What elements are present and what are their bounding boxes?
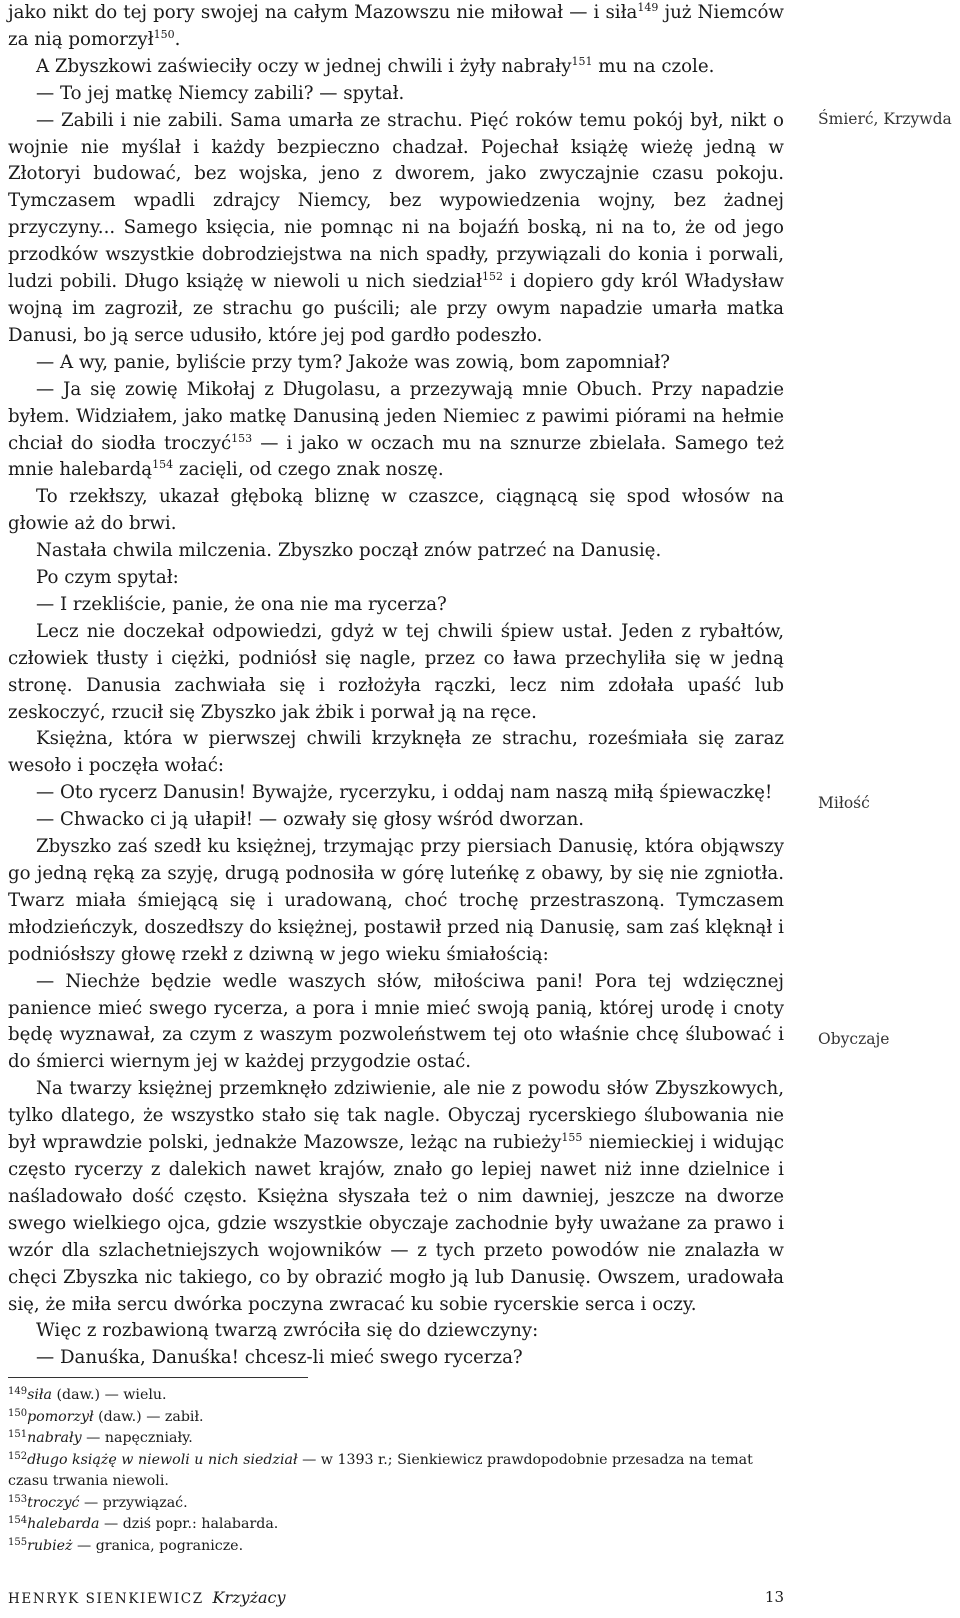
paragraph bbox=[8, 780, 784, 807]
footer-book-title: Krzyżacy bbox=[212, 1588, 286, 1607]
footnote-definition: — dziś popr.: halabarda. bbox=[99, 1516, 279, 1532]
paragraph bbox=[8, 565, 784, 592]
footnote-marker[interactable]: 149 bbox=[637, 1, 659, 14]
paragraph-text: . bbox=[174, 28, 181, 50]
paragraph bbox=[8, 108, 784, 350]
paragraph-text: jako nikt do tej pory swojej na całym Mazowszu nie miłował — i siła bbox=[8, 2, 638, 23]
paragraph-text: — Chwacko ci ją ułapił! — ozwały się głosy wśród dworzan. bbox=[36, 809, 585, 831]
footnote-definition: (daw.) — zabił. bbox=[93, 1408, 204, 1425]
paragraph-text: — Danuśka, Danuśka! chcesz-li mieć swego rycerza? bbox=[36, 1347, 523, 1369]
paragraph bbox=[8, 619, 784, 727]
footnote-definition: — napęczniały. bbox=[81, 1430, 193, 1446]
footnote-definition: — przywiązać. bbox=[79, 1494, 188, 1511]
paragraph-text: Po czym spytał: bbox=[36, 567, 179, 589]
paragraph bbox=[8, 1345, 784, 1372]
footnote-marker[interactable]: 152 bbox=[482, 270, 504, 284]
footnote-term: siła bbox=[27, 1387, 52, 1403]
footnote bbox=[8, 1385, 784, 1407]
footnote bbox=[8, 1514, 784, 1536]
paragraph bbox=[8, 1318, 784, 1345]
paragraph bbox=[8, 54, 784, 81]
paragraph-text: Księżna, która w pierwszej chwili krzyknęła ze strachu, roześmiała się zaraz wesoło i poczęła wołać: bbox=[8, 728, 784, 777]
paragraph-text: — Ja się zowię Mikołaj z Długolasu, a przezywają mnie Obuch. Przy napadzie byłem. Widziałem, jako matkę Danusiną jeden Niemiec z pawimi piórami na hełmie chciał do siodła troczyć bbox=[8, 378, 784, 454]
footnote-number: 149 bbox=[8, 1386, 28, 1397]
footnote-number: 150 bbox=[8, 1407, 28, 1419]
footnote-number: 152 bbox=[8, 1450, 28, 1462]
paragraph bbox=[8, 592, 784, 619]
paragraph-text: — I rzekliście, panie, że ona nie ma rycerza? bbox=[36, 593, 447, 615]
main-text bbox=[8, 0, 784, 1372]
footnote-term: długo książę w niewoli u nich siedział bbox=[27, 1451, 298, 1468]
page-number: 13 bbox=[764, 1588, 784, 1606]
paragraph-text: Więc z rozbawioną twarzą zwróciła się do dziewczyny: bbox=[36, 1320, 539, 1342]
footnote-marker[interactable]: 153 bbox=[231, 431, 253, 445]
paragraph-text: A Zbyszkowi zaświeciły oczy w jednej chwili i żyły nabrały bbox=[36, 55, 572, 77]
footnote bbox=[8, 1428, 784, 1450]
margin-note-death-wrong: Śmierć, Krzywda bbox=[818, 110, 952, 128]
footnote bbox=[8, 1493, 784, 1515]
paragraph bbox=[8, 350, 784, 377]
paragraph-text: Nastała chwila milczenia. Zbyszko począł znów patrzeć na Danusię. bbox=[36, 540, 662, 562]
paragraph bbox=[8, 807, 784, 834]
footnote bbox=[8, 1450, 784, 1493]
paragraph-text: i dopiero gdy król Władysław wojną im zagroził, ze strachu go puścili; ale przy owym napadzie umarła matka Danusi, bo ją serce udusiło, które jej pod gardło podeszło. bbox=[8, 271, 784, 346]
paragraph-text: — Oto rycerz Danusin! Bywajże, rycerzyku, i oddaj nam naszą miłą śpiewaczkę! bbox=[36, 782, 773, 804]
paragraph bbox=[8, 538, 784, 565]
footer-author: HENRYK SIENKIEWICZ bbox=[8, 1591, 204, 1607]
paragraph-text: — Zabili i nie zabili. Sama umarła ze strachu. Pięć roków temu pokój był, nikt o wojnie nie myślał i każdy bezpieczno chadzał. Pojechał książę wieżę jedną w Złotoryi budować, bez wojska, jeno z dworem, jako zwyczajnie czasu pokoju. Tymczasem wpadli zdrajcy Niemcy, bez wypowiedzenia wojny, bez żadnej przyczyny... Samego księcia, nie pomnąc ni na bojaźń boską, ni na to, że od jego przodków wszystkie dobrodziejstwa na nich spadły, przywiązali do konia i porwali, ludzi pobili. Długo książę w niewoli u nich siedział bbox=[8, 109, 784, 293]
paragraph-text: zacięli, od czego znak noszę. bbox=[173, 459, 444, 481]
footnote-number: 155 bbox=[8, 1536, 28, 1548]
footnote bbox=[8, 1536, 784, 1558]
footnote-marker[interactable]: 154 bbox=[152, 458, 174, 472]
paragraph-text: Na twarzy księżnej przemknęło zdziwienie, ale nie z powodu słów Zbyszkowych, tylko dlatego, że wszystko stało się tak nagle. Obyczaj rycerskiego ślubowania nie był wprawdzie polski, jednakże Mazowsze, leżąc na rubieży bbox=[8, 1078, 784, 1154]
paragraph-text: niemieckiej i widując często rycerzy z dalekich nawet krajów, znało go lepiej nawet niż inne dzielnice i naśladowało dość często. Księżna słyszała też o nim dawniej, jeszcze na dworze swego wielkiego ojca, gdzie wszystkie obyczaje zachodnie były uważane za prawo i wzór dla szlachetniejszych wojowników — z tych przeto powodów nie znalazła w chęci Zbyszka nic takiego, co by obrazić mogło ją lub Danusię. Owszem, uradowała się, że miła sercu dwórka poczyna zwracać ku sobie rycerskie serca i oczy. bbox=[8, 1132, 785, 1315]
paragraph-text: już Niemców za nią pomorzył bbox=[8, 2, 784, 50]
footnote-term: troczyć bbox=[27, 1494, 80, 1511]
footnote-definition: — w 1393 r.; Sienkiewicz prawdopodobnie przesadza na temat czasu trwania niewoli. bbox=[8, 1451, 753, 1489]
paragraph-text: — To jej matkę Niemcy zabili? — spytał. bbox=[36, 82, 405, 104]
paragraph bbox=[8, 377, 784, 485]
margin-note-love: Miłość bbox=[818, 794, 870, 812]
footnote-marker[interactable]: 155 bbox=[561, 1131, 583, 1145]
footnotes bbox=[8, 1385, 784, 1557]
paragraph-text: — i jako w oczach mu na sznurze zbielała. Samego też mnie halebardą bbox=[8, 432, 784, 481]
paragraph bbox=[8, 81, 784, 108]
footnote-rule bbox=[8, 1377, 308, 1378]
footnote-marker[interactable]: 151 bbox=[571, 54, 593, 68]
footnote-term: nabrały bbox=[27, 1430, 82, 1446]
footnote-term: rubież bbox=[27, 1537, 73, 1554]
footnote-number: 151 bbox=[8, 1429, 28, 1440]
margin-note-customs: Obyczaje bbox=[818, 1030, 890, 1048]
paragraph bbox=[8, 726, 784, 780]
paragraph bbox=[8, 484, 784, 538]
page-footer bbox=[8, 1588, 784, 1612]
footnote-number: 153 bbox=[8, 1493, 28, 1505]
footnote-definition: (daw.) — wielu. bbox=[51, 1387, 167, 1403]
footnote-marker[interactable]: 150 bbox=[153, 27, 175, 41]
footnote-definition: — granica, pogranicze. bbox=[72, 1537, 244, 1554]
paragraph bbox=[8, 834, 784, 969]
footnote-term: pomorzył bbox=[27, 1408, 94, 1425]
paragraph bbox=[8, 969, 784, 1077]
paragraph bbox=[8, 1076, 784, 1318]
paragraph-text: mu na czole. bbox=[592, 55, 715, 77]
footnote bbox=[8, 1407, 784, 1429]
footnote-number: 154 bbox=[8, 1515, 28, 1526]
footnote-term: halebarda bbox=[27, 1516, 100, 1532]
paragraph-text: To rzekłszy, ukazał głęboką bliznę w czaszce, ciągnącą się spod włosów na głowie aż do brwi. bbox=[8, 486, 784, 535]
paragraph-text: Lecz nie doczekał odpowiedzi, gdyż w tej chwili śpiew ustał. Jeden z rybałtów, człowiek tłusty i ciężki, podniósł się nagle, przez co ława przechyliła się w jedną stronę. Danusia zachwiała się i rozłożyła rączki, lecz nim zdołała upaść lub zeskoczyć, rzucił się Zbyszko jak żbik i porwał ją na ręce. bbox=[8, 620, 784, 723]
paragraph bbox=[8, 0, 784, 54]
paragraph-text: — Niechże będzie wedle waszych słów, miłościwa pani! Pora tej wdzięcznej panience mieć swego rycerza, a pora i mnie mieć swoją panią, której urodę i cnoty będę wyznawał, za czym z waszym pozwoleństwem tej oto właśnie chcę ślubować i do śmierci wiernym jej w każdej przygodzie ostać. bbox=[8, 970, 784, 1073]
paragraph-text: Zbyszko zaś szedł ku księżnej, trzymając przy piersiach Danusię, która objąwszy go jedną ręką za szyję, drugą podnosiła w górę luteńkę z obawy, by się nie zgniotła. Twarz miała śmiejącą się i uradowaną, choć trochę przestraszoną. Tymczasem młodzieńczyk, doszedłszy do księżnej, postawił przed nią Danusię, sam zaś klęknął i podniósłszy głowę rzekł z dziwną w jego wieku śmiałością: bbox=[8, 836, 784, 965]
paragraph-text: — A wy, panie, byliście przy tym? Jakoże was zowią, bom zapomniał? bbox=[36, 351, 670, 373]
